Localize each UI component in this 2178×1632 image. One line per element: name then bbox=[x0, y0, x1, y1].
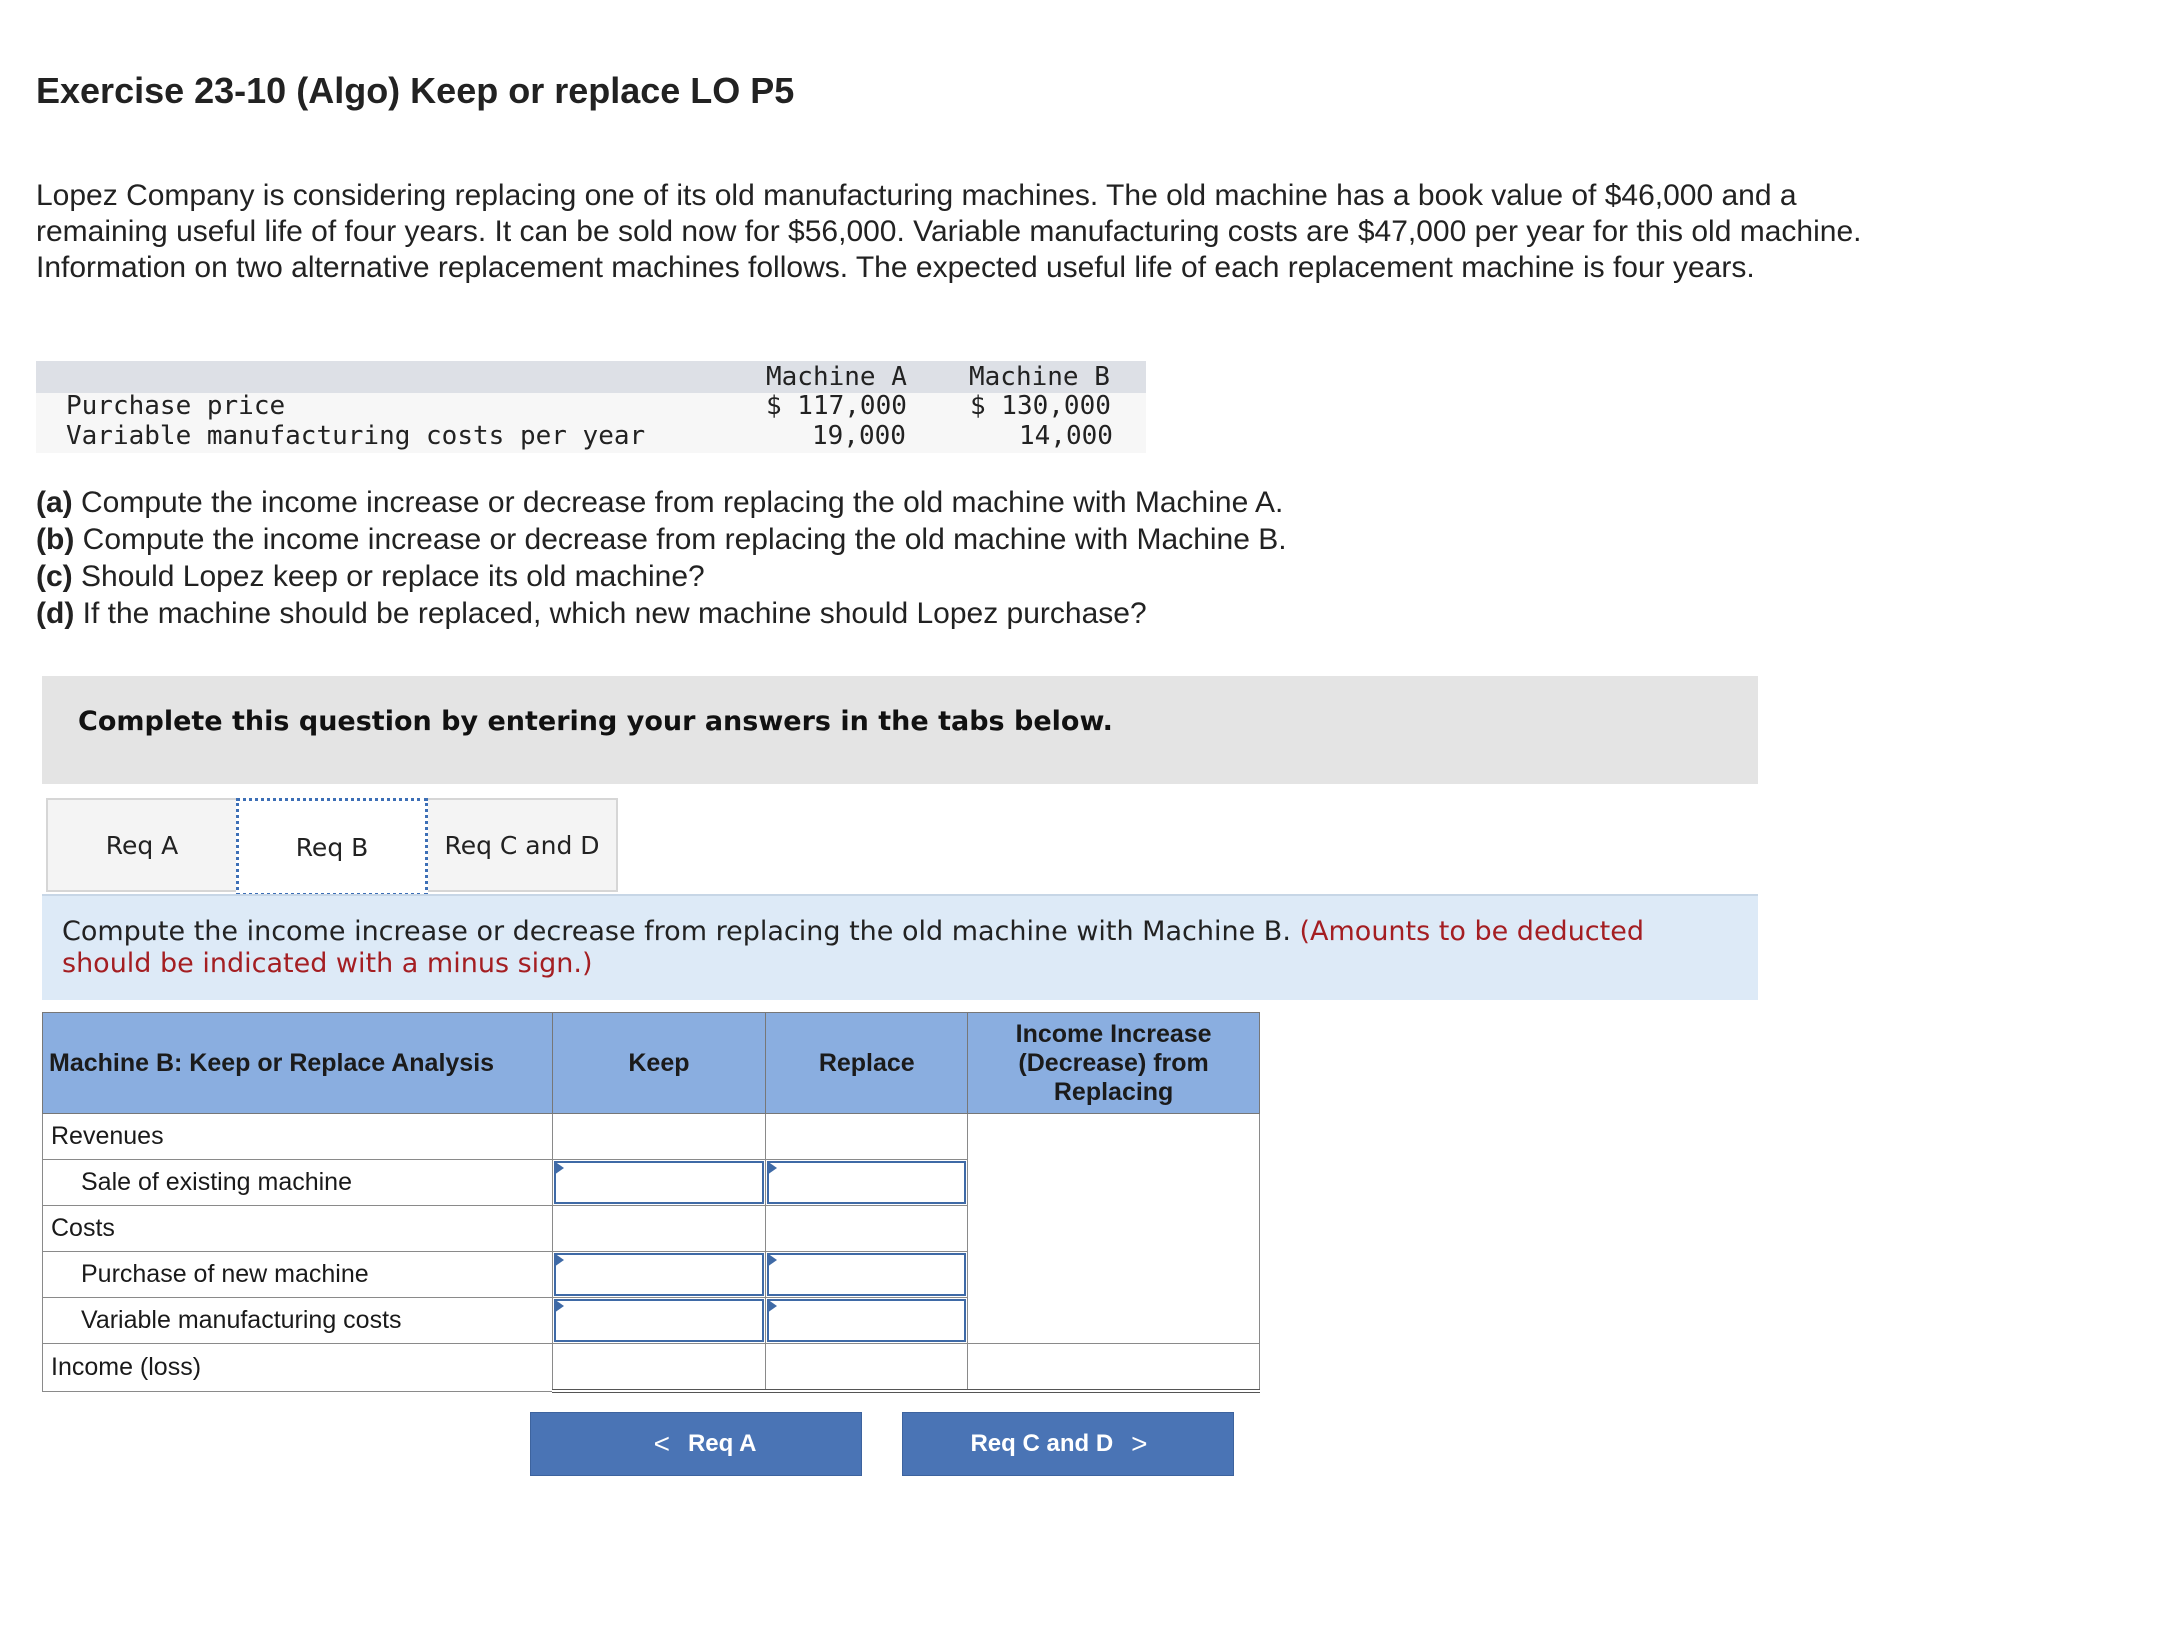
input-purchase-replace[interactable] bbox=[767, 1253, 966, 1296]
prev-button[interactable] bbox=[530, 1412, 862, 1476]
row-purchase-price-a: $ 117,000 bbox=[766, 391, 907, 421]
cell-sale-replace bbox=[766, 1160, 968, 1206]
prompt-text: Compute the income increase or decrease from replacing the old machine with Machine B. (Amounts to be deducted should be indicated with a minus sign.) bbox=[62, 916, 1644, 979]
machine-info-table bbox=[36, 361, 1146, 453]
cell-revenues-keep bbox=[552, 1114, 766, 1160]
tab-bar bbox=[46, 798, 618, 894]
next-button[interactable] bbox=[902, 1412, 1234, 1476]
cell-income-increase-blank bbox=[968, 1114, 1260, 1344]
prompt-box bbox=[42, 894, 1758, 1000]
cell-purchase-keep bbox=[552, 1252, 766, 1298]
cell-sale-keep bbox=[552, 1160, 766, 1206]
problem-description: Lopez Company is considering replacing one of its old manufacturing machines. The old machine has a book value of $46,000 and a remaining useful life of four years. It can be sold now for $56,000. Variable manufacturing costs are $47,000 per year for this old machine. Information on two alternative replacement machines follows. The expected useful life of each replacement machine is four years. bbox=[36, 179, 1862, 284]
chevron-right-icon: > bbox=[1131, 1428, 1148, 1459]
cell-variable-replace bbox=[766, 1298, 968, 1344]
cell-income-diff bbox=[968, 1344, 1260, 1392]
row-income-label: Income (loss) bbox=[43, 1344, 553, 1392]
question-d: (d) If the machine should be replaced, which new machine should Lopez purchase? bbox=[36, 597, 1147, 630]
row-variable-costs-a: 19,000 bbox=[812, 421, 906, 451]
header-analysis: Machine B: Keep or Replace Analysis bbox=[43, 1013, 553, 1114]
row-sale-label: Sale of existing machine bbox=[43, 1160, 553, 1206]
instruction-text: Complete this question by entering your answers in the tabs below. bbox=[78, 706, 1113, 737]
header-keep: Keep bbox=[552, 1013, 766, 1114]
input-purchase-keep[interactable] bbox=[554, 1253, 765, 1296]
row-variable-label: Variable manufacturing costs bbox=[43, 1298, 553, 1344]
input-sale-replace[interactable] bbox=[767, 1161, 966, 1204]
cell-income-keep bbox=[552, 1344, 766, 1392]
analysis-grid bbox=[42, 1012, 1260, 1394]
prev-button-label: Req A bbox=[687, 1430, 757, 1457]
cell-costs-keep bbox=[552, 1206, 766, 1252]
row-purchase-label: Purchase of new machine bbox=[43, 1252, 553, 1298]
tab-req-a[interactable]: Req A bbox=[46, 798, 236, 892]
tab-req-c-and-d[interactable]: Req C and D bbox=[428, 798, 618, 892]
chevron-left-icon: < bbox=[653, 1428, 670, 1459]
row-purchase-price-b: $ 130,000 bbox=[970, 391, 1111, 421]
cell-costs-replace bbox=[766, 1206, 968, 1252]
instruction-box bbox=[42, 676, 1758, 784]
info-table-header bbox=[36, 361, 1146, 393]
row-variable-costs-label: Variable manufacturing costs per year bbox=[66, 421, 646, 451]
header-replace: Replace bbox=[766, 1013, 968, 1114]
col-machine-b: Machine B bbox=[969, 362, 1110, 392]
input-variable-replace[interactable] bbox=[767, 1299, 966, 1342]
cell-variable-keep bbox=[552, 1298, 766, 1344]
page-title: Exercise 23-10 (Algo) Keep or replace LO P5 bbox=[36, 70, 795, 111]
info-table-body bbox=[36, 393, 1146, 453]
row-purchase-price-label: Purchase price bbox=[66, 391, 286, 421]
input-sale-keep[interactable] bbox=[554, 1161, 765, 1204]
questions-list bbox=[36, 484, 1287, 632]
header-income-increase: Income Increase (Decrease) from Replacing bbox=[968, 1013, 1260, 1114]
cell-purchase-replace bbox=[766, 1252, 968, 1298]
next-button-label: Req C and D bbox=[970, 1430, 1114, 1457]
question-b: (b) Compute the income increase or decrease from replacing the old machine with Machine B. bbox=[36, 523, 1287, 556]
cell-revenues-replace bbox=[766, 1114, 968, 1160]
question-a: (a) Compute the income increase or decrease from replacing the old machine with Machine A. bbox=[36, 486, 1284, 519]
question-c: (c) Should Lopez keep or replace its old machine? bbox=[36, 560, 705, 593]
col-machine-a: Machine A bbox=[766, 362, 907, 392]
input-variable-keep[interactable] bbox=[554, 1299, 765, 1342]
tab-req-b[interactable]: Req B bbox=[236, 798, 428, 896]
row-revenues-label: Revenues bbox=[43, 1114, 553, 1160]
prompt-note: (Amounts to be deducted should be indicated with a minus sign.) bbox=[62, 916, 1644, 979]
cell-income-replace bbox=[766, 1344, 968, 1392]
row-costs-label: Costs bbox=[43, 1206, 553, 1252]
row-variable-costs-b: 14,000 bbox=[1019, 421, 1113, 451]
